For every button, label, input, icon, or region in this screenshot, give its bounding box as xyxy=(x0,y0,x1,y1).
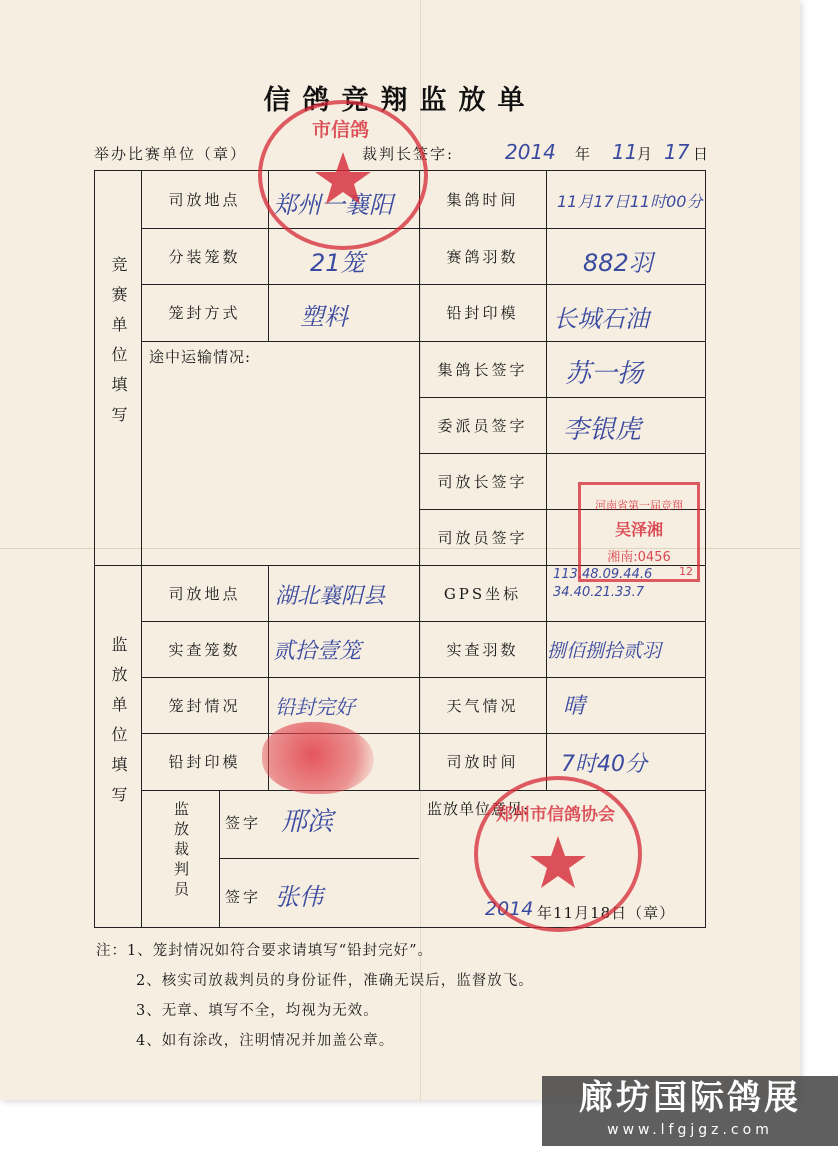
collect-time-label: 集鸽时间 xyxy=(446,191,519,209)
bird-count-value: 882羽 xyxy=(583,249,653,277)
notes xyxy=(96,936,534,1056)
header-year-unit: 年 xyxy=(575,145,593,163)
delegate-sign-label: 委派员签字 xyxy=(437,416,528,435)
release-time-label: 司放时间 xyxy=(446,753,519,771)
transport-label: 途中运输情况: xyxy=(149,347,252,366)
seal-mark-label: 铅封印模 xyxy=(446,304,519,322)
gps-label: GPS坐标 xyxy=(443,584,522,603)
actual-crates-value: 贰拾壹笼 xyxy=(273,639,362,664)
seal-status-label: 笼封情况 xyxy=(168,696,241,715)
seal-method-label: 笼封方式 xyxy=(168,304,241,322)
section1-side-label: 竞赛单位填写 xyxy=(109,256,128,436)
note-line: 4、如有涂改，注明情况并加盖公章。 xyxy=(136,1033,395,1049)
seal-status-value: 铅封完好 xyxy=(275,695,355,719)
seal-method-value: 塑料 xyxy=(300,303,348,331)
release-time-value: 7时40分 xyxy=(561,752,647,777)
association-stamp-bottom xyxy=(474,776,642,932)
site-watermark xyxy=(542,1076,838,1146)
organizer-label: 举办比赛单位（章） xyxy=(94,145,248,163)
watermark-url: www.lfgjgz.com xyxy=(607,1122,773,1138)
judge2-sign-label: 签字 xyxy=(225,887,262,906)
section2-side-label: 监放单位填写 xyxy=(109,636,128,816)
note-line: 2、核实司放裁判员的身份证件，准确无误后，监督放飞。 xyxy=(136,973,534,989)
release-place-label: 司放地点 xyxy=(168,191,241,209)
release-place-2-label: 司放地点 xyxy=(168,584,241,603)
release-chief-label: 司放长签字 xyxy=(437,472,528,491)
header-month-unit: 月 xyxy=(637,145,655,163)
release-place-value: 郑州一襄阳 xyxy=(273,191,393,219)
referee-stamp xyxy=(578,482,700,582)
opinion-year: 2014 xyxy=(485,898,534,920)
crates-label: 分装笼数 xyxy=(168,247,241,266)
release-place-2-value: 湖北襄阳县 xyxy=(275,584,386,609)
referee-stamp-code: 湘南:0456 xyxy=(607,550,671,565)
note-line: 3、无章、填写不全，均视为无效。 xyxy=(136,1003,379,1019)
collector-sign-value: 苏一扬 xyxy=(565,359,644,389)
referee-stamp-num: 12 xyxy=(679,565,693,578)
note-line: 注：1、笼封情况如符合要求请填写“铅封完好”。 xyxy=(96,943,434,959)
watermark-title: 廊坊国际鸽展 xyxy=(579,1078,801,1118)
document-title: 信鸽竞翔监放单 xyxy=(263,85,537,116)
judge2-sign-value: 张伟 xyxy=(275,883,323,911)
weather-label: 天气情况 xyxy=(446,696,519,715)
stamp-bottom-text: 郑州市信鸽协会 xyxy=(496,805,615,825)
header-day: 17 xyxy=(664,140,690,164)
chief-judge-label: 裁判长签字: xyxy=(362,145,455,163)
gps-line1: 113.48.09.44.6 xyxy=(553,567,653,582)
judge-label: 监放裁判员 xyxy=(172,801,190,901)
stamp-top-text: 市信鸽 xyxy=(312,119,370,141)
collector-sign-label: 集鸽长签字 xyxy=(437,360,528,379)
actual-crates-label: 实查笼数 xyxy=(168,640,241,659)
actual-birds-value: 捌佰捌拾贰羽 xyxy=(547,640,662,662)
crates-value: 21笼 xyxy=(310,249,365,277)
header-year: 2014 xyxy=(505,140,556,164)
seal-mark-value: 长城石油 xyxy=(553,305,649,333)
referee-stamp-title: 河南省第一届竞翔 xyxy=(595,499,683,512)
judge1-sign-value: 邢滨 xyxy=(281,807,334,837)
header-day-unit: 日 xyxy=(693,145,711,163)
gps-line2: 34.40.21.33.7 xyxy=(553,585,644,600)
association-stamp-top xyxy=(258,100,428,250)
seal-mark-2-label: 铅封印模 xyxy=(168,753,241,771)
actual-birds-label: 实查羽数 xyxy=(446,640,519,659)
release-officer-label: 司放员签字 xyxy=(437,528,528,547)
judge1-sign-label: 签字 xyxy=(225,813,262,832)
lead-seal-impression xyxy=(262,722,374,794)
delegate-sign-value: 李银虎 xyxy=(563,415,642,445)
weather-value: 晴 xyxy=(563,694,586,719)
bird-count-label: 赛鸽羽数 xyxy=(446,247,519,266)
header-month: 11 xyxy=(612,140,638,164)
opinion-label: 监放单位意见: xyxy=(427,799,530,818)
opinion-date: 年11月18日（章） xyxy=(537,903,676,922)
referee-stamp-name: 吴泽湘 xyxy=(614,520,663,539)
collect-time-value: 11月17日11时00分 xyxy=(557,192,703,211)
